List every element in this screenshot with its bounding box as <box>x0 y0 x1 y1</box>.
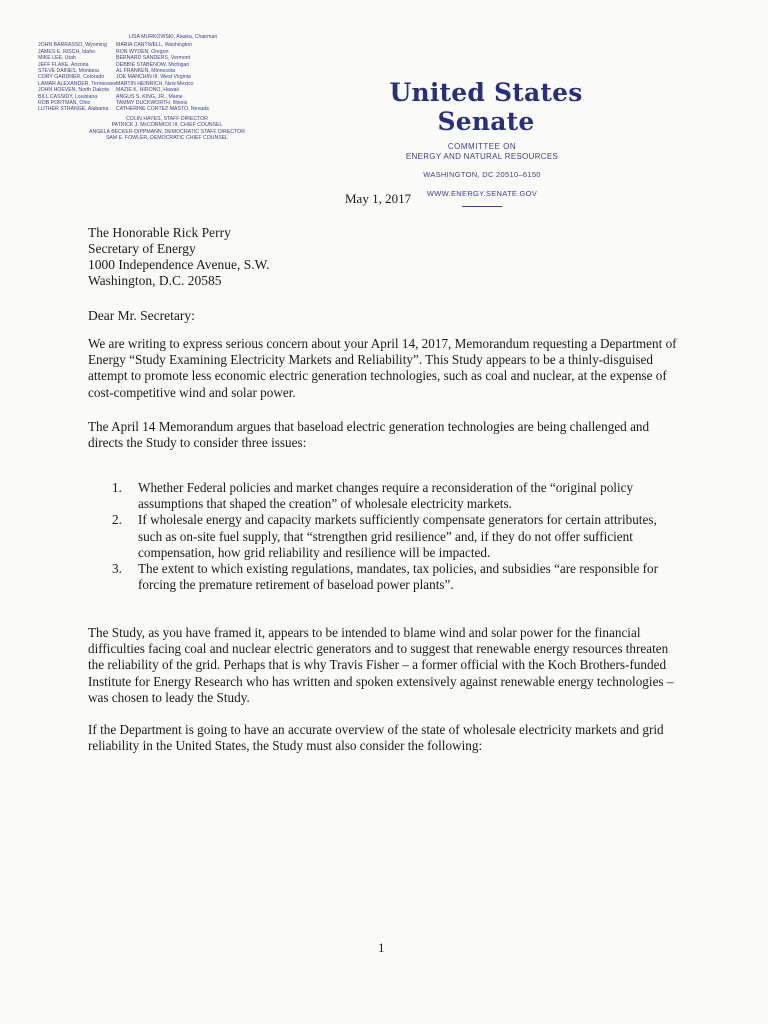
staff-line: COLIN HAYES, STAFF DIRECTOR <box>126 115 208 122</box>
member-name: CORY GARDNER, Colorado <box>38 74 105 81</box>
committee-website: WWW.ENERGY.SENATE.GOV <box>426 189 538 198</box>
staff-line: PATRICK J. McCORMICK III, CHIEF COUNSEL <box>111 122 223 129</box>
divider <box>462 206 502 207</box>
body-paragraph: If the Department is going to have an accurate overview of the state of wholesale electricity markets and grid reliability in the United States, the Study must also consider the following: <box>88 722 664 754</box>
address-line: 1000 Independence Avenue, S.W. <box>88 257 270 272</box>
staff-line: ANGELA BECKER-DIPPMANN, DEMOCRATIC STAFF DIRECTOR <box>89 128 245 135</box>
committee-name: ENERGY AND NATURAL RESOURCES <box>405 152 559 161</box>
list-text: Whether Federal policies and market changes require a reconsideration of the “original policy assumptions that shaped the creation” of wholesale electricity markets. <box>138 480 634 512</box>
list-number: 1. <box>112 480 122 495</box>
committee-on: COMMITTEE ON <box>447 142 517 151</box>
address-line: Washington, D.C. 20585 <box>88 273 222 288</box>
list-number: 2. <box>112 512 122 528</box>
member-name: MARIA CANTWELL, Washington <box>116 42 192 49</box>
member-name: LUTHER STRANGE, Alabama <box>38 106 109 113</box>
member-name: TAMMY DUCKWORTH, Illinois <box>116 100 188 107</box>
address-line: The Honorable Rick Perry <box>88 225 231 240</box>
body-paragraph: The April 14 Memorandum argues that baseload electric generation technologies are being challenged and directs the Study to consider three issues: <box>88 419 650 451</box>
member-name: JOHN BARRASSO, Wyoming <box>38 42 107 49</box>
list-item <box>112 480 672 512</box>
body-paragraph: The Study, as you have framed it, appears to be intended to blame wind and solar power for the financial difficulties facing coal and nuclear electric generators and to suggest that renewable energy resources threaten the reliability of the grid. Perhaps that is why Travis Fisher – a former official with the Koch Brothers-funded Institute for Energy Research who has written and spoken extensively against renewable energy technologies – was chosen to leady the Study. <box>88 625 674 705</box>
member-name: MARTIN HEINRICH, New Mexico <box>116 80 194 87</box>
member-name: CATHERINE CORTEZ MASTO, Nevada <box>116 106 209 113</box>
member-name: MIKE LEE, Utah <box>38 55 76 62</box>
letter-date: May 1, 2017 <box>345 191 412 206</box>
recipient-address <box>88 225 269 289</box>
member-name: BERNARD SANDERS, Vermont <box>116 55 191 62</box>
majority-members <box>38 42 116 112</box>
salutation: Dear Mr. Secretary: <box>88 308 195 323</box>
member-name: MAZIE K. HIRONO, Hawaii <box>116 87 179 94</box>
member-name: ROB PORTMAN, Ohio <box>38 100 91 107</box>
member-name: JOE MANCHIN III, West Virginia <box>116 74 191 81</box>
member-name: STEVE DAINES, Montana <box>38 68 99 75</box>
address-line: Secretary of Energy <box>88 241 196 256</box>
letterhead-masthead <box>362 78 602 207</box>
body-paragraph: We are writing to express serious concern about your April 14, 2017, Memorandum requesting a Department of Energy “Study Examining Electricity Markets and Reliability”. This Study appears to be a thinly-disguised attempt to promote less economic electric generation technologies, such as coal and nuclear, at the expense of cost-competitive wind and solar power. <box>88 336 677 400</box>
member-name: JEFF FLAKE, Arizona <box>38 61 89 68</box>
member-name: DEBBIE STABENOW, Michigan <box>116 61 190 68</box>
member-name: JOHN HOEVEN, North Dakota <box>38 87 109 94</box>
list-number: 3. <box>112 561 122 577</box>
staff-list <box>46 116 288 142</box>
staff-line: SAM E. FOWLER, DEMOCRATIC CHIEF COUNSEL <box>105 135 229 142</box>
senate-title: United States Senate <box>389 78 583 136</box>
minority-members <box>116 42 266 112</box>
member-name: BILL CASSIDY, Louisiana <box>38 93 98 100</box>
member-name: LAMAR ALEXANDER, Tennessee <box>38 80 117 87</box>
list-text: If wholesale energy and capacity markets sufficiently compensate generators for certain attributes, such as on-site fuel supply, that “strengthen grid resilience” and, if they do not offer sufficient compensation, how grid reliability and resilience will be impacted. <box>138 512 657 560</box>
member-name: AL FRANKEN, Minnesota <box>116 68 176 75</box>
member-name: ANGUS S. KING, JR., Maine <box>116 93 183 100</box>
member-name: JAMES E. RISCH, Idaho <box>38 48 96 55</box>
member-name: RON WYDEN, Oregon <box>116 48 169 55</box>
chairman-line: LISA MURKOWSKI, Alaska, Chairman <box>128 34 218 40</box>
page-number: 1 <box>378 940 385 955</box>
list-item <box>112 512 672 561</box>
issues-list <box>112 480 672 593</box>
committee-address: WASHINGTON, DC 20510–6150 <box>423 170 541 179</box>
list-item <box>112 561 672 593</box>
committee-roster <box>38 34 288 142</box>
list-text: The extent to which existing regulations, mandates, tax policies, and subsidies “are responsible for forcing the premature retirement of baseload power plants”. <box>138 561 659 593</box>
